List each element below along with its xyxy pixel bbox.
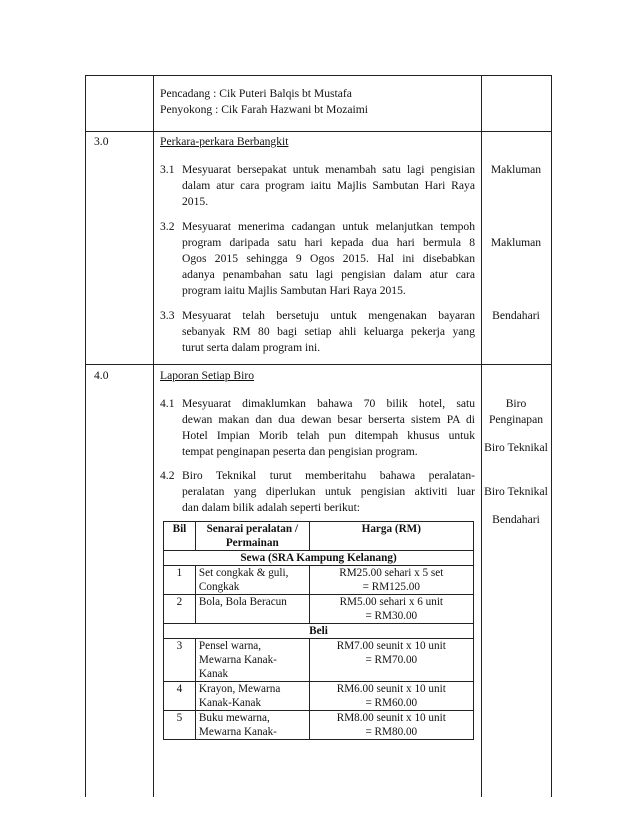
row-price-rate: RM8.00 seunit x 10 unit <box>336 712 446 724</box>
section-row-beli <box>164 624 474 639</box>
item-3-2-line-3: Ogos 2015 sehingga 9 Ogos 2015. Hal ini disebabkan <box>182 252 475 265</box>
header-senarai: Senarai peralatan / Permainan <box>195 522 309 551</box>
section-beli-label: Beli <box>164 624 474 639</box>
table-row <box>164 566 474 595</box>
row-price-rate: RM6.00 seunit x 10 unit <box>336 683 446 695</box>
row-item: Buku mewarna, Mewarna Kanak- <box>195 711 309 740</box>
row-bil: 1 <box>164 566 196 595</box>
item-3-2-line-1: Mesyuarat menerima cadangan untuk melanjutkan tempoh <box>182 220 475 233</box>
equipment-table-header <box>164 522 474 551</box>
table-row <box>164 682 474 711</box>
item-4-2-line-2: peralatan yang diperlukan untuk pengisian aktiviti luar <box>182 485 475 498</box>
row-price <box>309 711 473 740</box>
row-price <box>309 595 473 624</box>
item-3-2-line-4: adanya penambahan satu lagi pengisian dalam atur cara <box>182 268 475 281</box>
action-biro-teknikal-2: Biro Teknikal <box>484 485 548 498</box>
row-price-rate: RM25.00 sehari x 5 set <box>339 567 444 579</box>
item-4-1-number: 4.1 <box>160 397 175 410</box>
section-4-number: 4.0 <box>94 369 109 382</box>
item-3-1-line-3: 2015. <box>182 195 209 208</box>
row-price-total: = RM30.00 <box>365 610 418 622</box>
item-3-3-line-3: turut serta dalam program ini. <box>182 341 321 354</box>
action-biro-teknikal-1: Biro Teknikal <box>484 441 548 454</box>
table-row <box>164 639 474 682</box>
table-row <box>164 711 474 740</box>
row-price-total: = RM80.00 <box>365 726 418 738</box>
row-bil: 5 <box>164 711 196 740</box>
row-item: Krayon, Mewarna Kanak-Kanak <box>195 682 309 711</box>
item-3-2-action: Makluman <box>490 236 542 249</box>
section-4-title: Laporan Setiap Biro <box>160 369 255 382</box>
row-price-total: = RM60.00 <box>365 697 418 709</box>
item-3-3-line-2: sebanyak RM 80 bagi setiap ahli keluarga pekerja yang <box>182 325 475 338</box>
item-3-3-action: Bendahari <box>492 309 540 322</box>
row-bil: 3 <box>164 639 196 682</box>
item-3-2-line-2: program daripada satu hari kepada dua hari bermula 8 <box>182 236 475 249</box>
row-price-total: = RM70.00 <box>365 654 418 666</box>
item-4-1-line-2: dewan makan dan dua dewan besar berserta sistem PA di <box>182 413 475 426</box>
item-3-2-number: 3.2 <box>160 220 175 233</box>
item-3-1-line-2: dalam atur cara program iaitu Majlis Sambutan Hari Raya <box>182 179 475 192</box>
section-row-sewa <box>164 551 474 566</box>
row-price-total: = RM125.00 <box>362 581 420 593</box>
item-3-3-number: 3.3 <box>160 309 175 322</box>
section-sewa-label: Sewa (SRA Kampung Kelanang) <box>164 551 474 566</box>
penyokong-line: Penyokong : Cik Farah Hazwani bt Mozaimi <box>160 103 369 116</box>
item-4-1-line-4: tempat penginapan peserta dan pengisian program. <box>182 445 418 458</box>
header-bil: Bil <box>164 522 196 551</box>
item-3-1-action: Makluman <box>490 163 542 176</box>
header-harga: Harga (RM) <box>309 522 473 551</box>
row-price-rate: RM7.00 seunit x 10 unit <box>336 640 446 652</box>
equipment-table <box>163 521 474 740</box>
item-4-2-number: 4.2 <box>160 469 175 482</box>
table-row <box>164 595 474 624</box>
action-bendahari: Bendahari <box>492 513 540 526</box>
row-item: Pensel warna, Mewarna Kanak-Kanak <box>195 639 309 682</box>
row-price <box>309 639 473 682</box>
row-price <box>309 566 473 595</box>
row-price <box>309 682 473 711</box>
item-3-3-line-1: Mesyuarat telah bersetuju untuk mengenakan bayaran <box>182 309 475 322</box>
item-4-2-line-3: dan dalam bilik adalah seperti berikut: <box>182 501 361 514</box>
row-bil: 2 <box>164 595 196 624</box>
row-price-rate: RM5.00 sehari x 6 unit <box>339 596 444 608</box>
section-3-title: Perkara-perkara Berbangkit <box>160 135 289 148</box>
item-3-2-line-5: program iaitu Majlis Sambutan Hari Raya 2015. <box>182 284 406 297</box>
section-3-number: 3.0 <box>94 135 109 148</box>
item-3-1-line-1: Mesyuarat bersepakat untuk menambah satu lagi pengisian <box>182 163 475 176</box>
item-4-1-line-1: Mesyuarat dimaklumkan bahawa 70 bilik hotel, satu <box>182 397 475 410</box>
pencadang-line: Pencadang : Cik Puteri Balqis bt Mustafa <box>160 87 352 100</box>
action-biro: Biro <box>505 397 527 410</box>
item-4-1-line-3: Hotel Impian Morib telah pun ditempah khusus untuk <box>182 429 475 442</box>
item-3-1-number: 3.1 <box>160 163 175 176</box>
action-penginapan: Penginapan <box>488 413 544 426</box>
row-item: Set congkak & guli, Congkak <box>195 566 309 595</box>
row-item: Bola, Bola Beracun <box>195 595 309 624</box>
item-4-2-line-1: Biro Teknikal turut memberitahu bahawa peralatan- <box>182 469 475 482</box>
row-bil: 4 <box>164 682 196 711</box>
